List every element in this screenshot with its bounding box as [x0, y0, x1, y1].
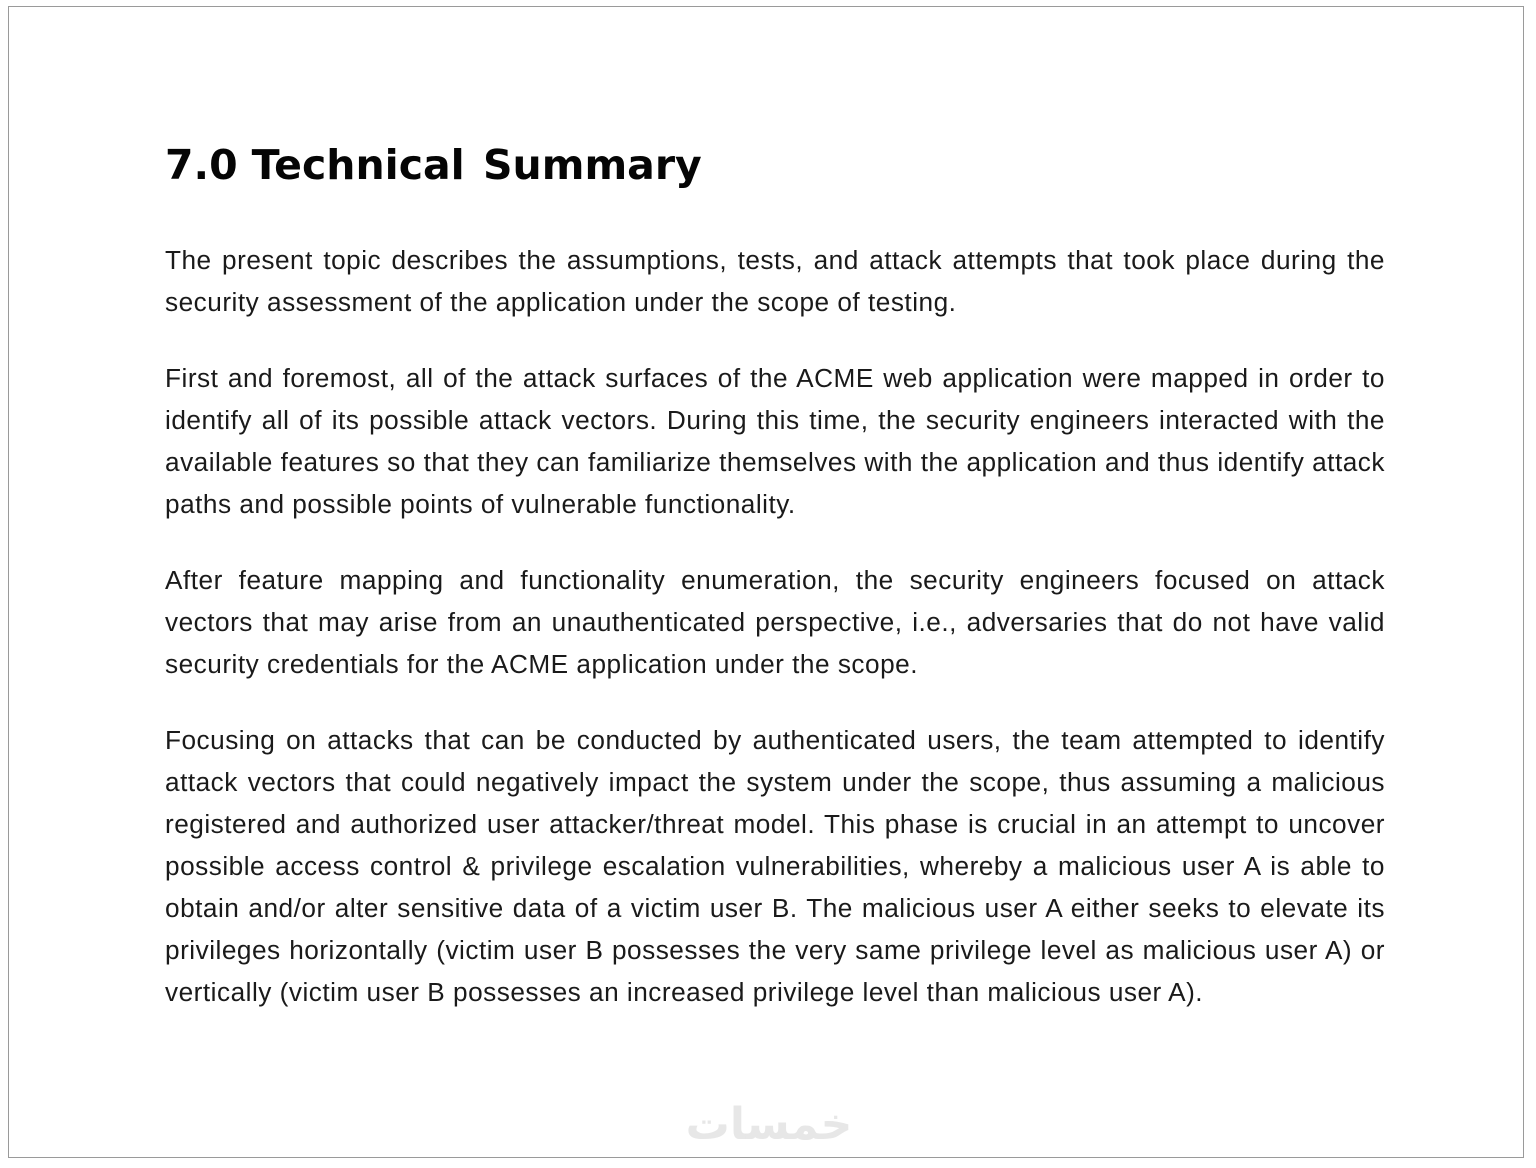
section-title: Technical Summary: [251, 141, 702, 189]
paragraph-intro: The present topic describes the assumptions, tests, and attack attempts that took place during the security assessment of the application under the scope of testing.: [165, 245, 1385, 317]
watermark-logo: خمسات: [685, 1099, 853, 1150]
document-content: [165, 139, 1385, 1047]
section-heading: [165, 139, 1385, 191]
paragraph-attack-surface-mapping: First and foremost, all of the attack surfaces of the ACME web application were mapped in order to identify all of its possible attack vectors. During this time, the security engineers interacted with the available features so that they can familiarize themselves with the application and thus identify attack paths and possible points of vulnerable functionality.: [165, 363, 1385, 519]
paragraph-unauthenticated-vectors: After feature mapping and functionality enumeration, the security engineers focused on attack vectors that may arise from an unauthenticated perspective, i.e., adversaries that do not have valid security credentials for the ACME application under the scope.: [165, 565, 1385, 679]
section-number: 7.0: [165, 141, 238, 189]
document-page: [8, 6, 1524, 1158]
paragraph-authenticated-attacks: Focusing on attacks that can be conducted by authenticated users, the team attempted to identify attack vectors that could negatively impact the system under the scope, thus assuming a malicious registered and authorized user attacker/threat model. This phase is crucial in an attempt to uncover possible access control & privilege escalation vulnerabilities, whereby a malicious user A is able to obtain and/or alter sensitive data of a victim user B. The malicious user A either seeks to elevate its privileges horizontally (victim user B possesses the very same privilege level as malicious user A) or vertically (victim user B possesses an increased privilege level than malicious user A).: [165, 725, 1385, 1007]
